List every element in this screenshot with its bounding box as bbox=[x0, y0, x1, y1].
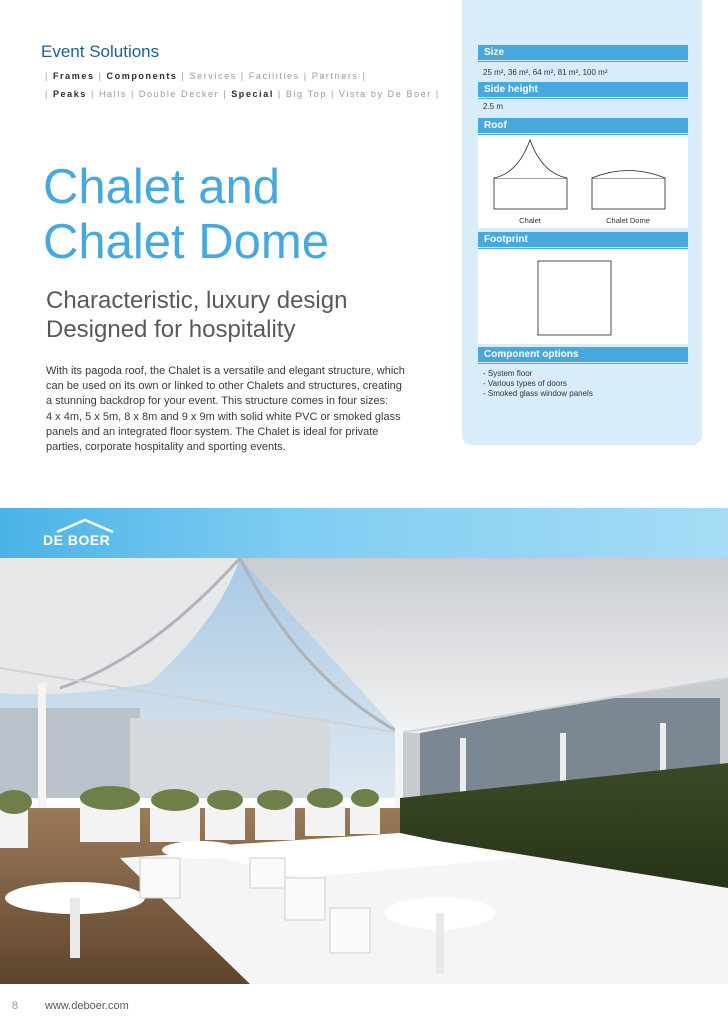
nav-item-special[interactable]: Special bbox=[231, 89, 274, 99]
chalet-interior-image bbox=[0, 558, 728, 984]
side-height-value: 2.5 m bbox=[483, 102, 504, 111]
page-number: 8 bbox=[12, 1000, 19, 1012]
footprint-diagram bbox=[478, 249, 688, 344]
body-line: 4 x 4m, 5 x 5m, 8 x 8m and 9 x 9m with solid white PVC or smoked glass bbox=[46, 410, 401, 423]
nav-separator: | bbox=[303, 71, 308, 81]
nav-item-double-decker[interactable]: Double Decker bbox=[138, 89, 220, 99]
nav-item-facilities[interactable]: Facilities bbox=[248, 71, 300, 81]
body-line: panels and an integrated floor system. The Chalet is ideal for private bbox=[46, 425, 379, 438]
size-heading: Size bbox=[478, 45, 688, 60]
side-height-heading: Side height bbox=[478, 82, 688, 97]
nav-separator: | bbox=[277, 89, 282, 99]
nav-item-peaks[interactable]: Peaks bbox=[52, 89, 87, 99]
nav-separator: | bbox=[98, 71, 103, 81]
nav-separator: | bbox=[90, 89, 95, 99]
footprint-diagram-area bbox=[478, 249, 688, 344]
roof-diagram bbox=[478, 135, 688, 228]
nav-separator: | bbox=[45, 71, 49, 81]
chalet-photo bbox=[0, 558, 728, 984]
nav-item-vista-by-de-boer[interactable]: Vista by De Boer bbox=[338, 89, 432, 99]
chalet-roof-icon bbox=[494, 140, 567, 209]
size-value: 25 m², 36 m², 64 m², 81 m², 100 m² bbox=[483, 68, 608, 77]
nav-row-products bbox=[41, 89, 444, 99]
nav-separator: | bbox=[240, 71, 245, 81]
body-line: a stunning backdrop for your event. This structure comes in four sizes: bbox=[46, 395, 389, 408]
roof-label-chalet: Chalet bbox=[519, 216, 541, 225]
nav-item-frames[interactable]: Frames bbox=[52, 71, 95, 81]
nav-separator: | bbox=[362, 71, 367, 81]
footer-website-link[interactable]: www.deboer.com bbox=[45, 1000, 129, 1012]
nav-item-big-top[interactable]: Big Top bbox=[285, 89, 327, 99]
nav-item-partners[interactable]: Partners bbox=[311, 71, 359, 81]
nav-item-halls[interactable]: Halls bbox=[98, 89, 127, 99]
nav-separator: | bbox=[130, 89, 135, 99]
chalet-dome-roof-icon bbox=[592, 171, 665, 210]
footprint-square-icon bbox=[538, 261, 611, 335]
page-title bbox=[43, 160, 329, 270]
footprint-heading: Footprint bbox=[478, 232, 688, 247]
nav-separator: | bbox=[45, 89, 49, 99]
body-paragraph bbox=[46, 364, 426, 455]
component-option-item: - Smoked glass window panels bbox=[483, 389, 593, 398]
nav-separator: | bbox=[435, 89, 440, 99]
nav-item-services[interactable]: Services bbox=[189, 71, 237, 81]
component-options-heading: Component options bbox=[478, 347, 688, 362]
component-option-item: - System floor bbox=[483, 369, 533, 378]
title-line-2: Chalet Dome bbox=[43, 215, 329, 269]
section-title: Event Solutions bbox=[41, 42, 160, 61]
body-line: can be used on its own or linked to other Chalets and structures, creating bbox=[46, 380, 402, 393]
roof-heading: Roof bbox=[478, 118, 688, 133]
component-options-list bbox=[483, 369, 593, 399]
body-line: With its pagoda roof, the Chalet is a versatile and elegant structure, which bbox=[46, 365, 405, 377]
subtitle-line-1: Characteristic, luxury design bbox=[46, 287, 348, 314]
de-boer-logo bbox=[43, 518, 127, 550]
nav-row-structures bbox=[41, 71, 371, 81]
logo-text: DE BOER bbox=[43, 532, 111, 548]
roof-diagram-area bbox=[478, 135, 688, 228]
subtitle-line-2: Designed for hospitality bbox=[46, 316, 296, 343]
nav-separator: | bbox=[330, 89, 335, 99]
body-line: parties, corporate hospitality and sporting events. bbox=[46, 441, 286, 454]
nav-separator: | bbox=[223, 89, 228, 99]
nav-separator: | bbox=[181, 71, 186, 81]
component-option-item: - Various types of doors bbox=[483, 379, 567, 388]
title-line-1: Chalet and bbox=[43, 160, 281, 214]
nav-item-components[interactable]: Components bbox=[106, 71, 178, 81]
roof-label-chalet-dome: Chalet Dome bbox=[606, 216, 650, 225]
subtitle bbox=[46, 286, 347, 344]
